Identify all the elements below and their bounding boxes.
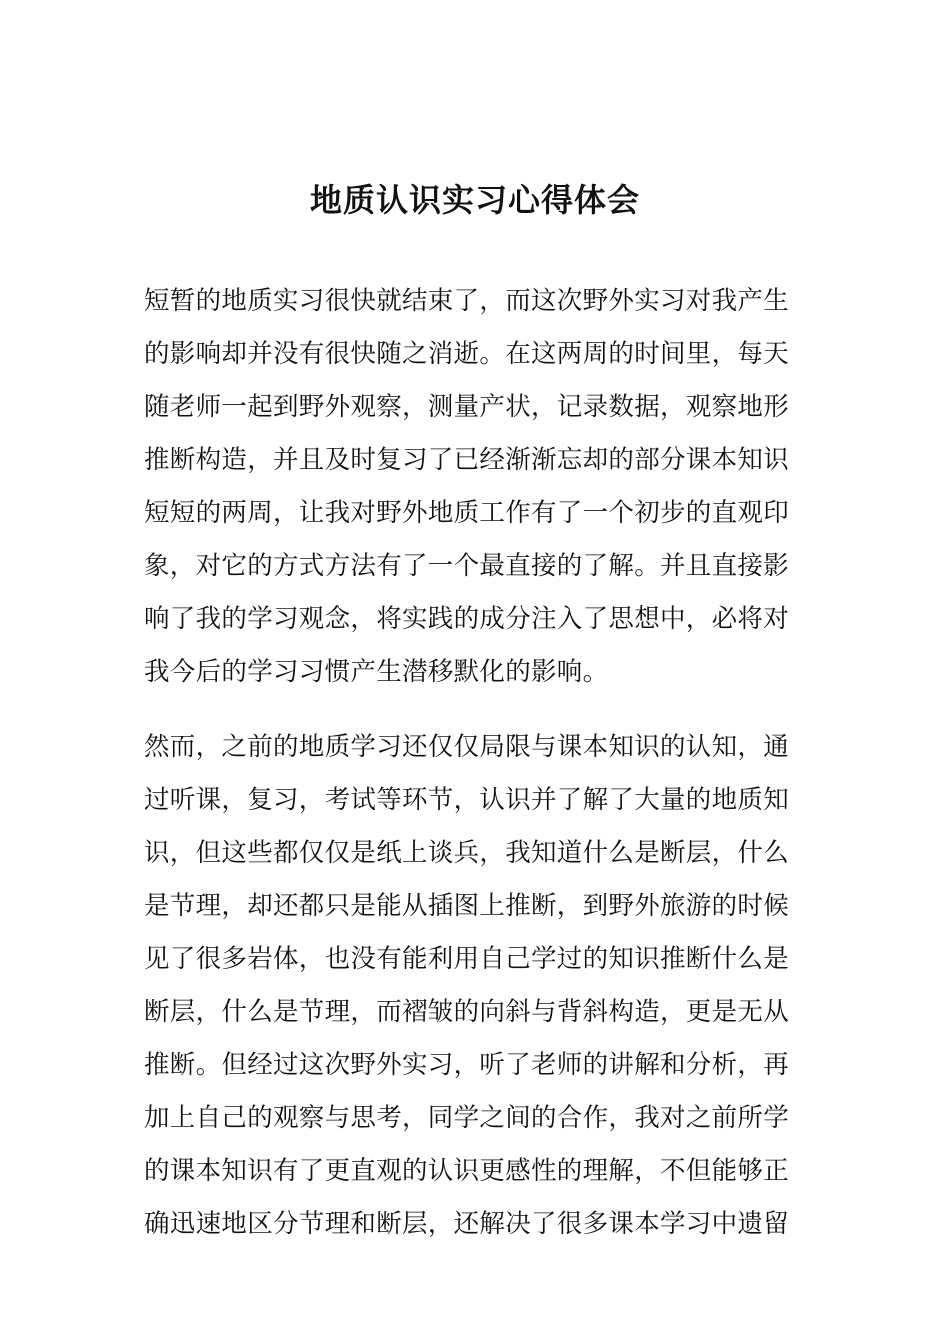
text-line: 见了很多岩体，也没有能利用自己学过的知识推断什么是 — [144, 944, 790, 974]
paragraph-2 — [144, 721, 806, 1251]
text-line: 推断。但经过这次野外实习，听了老师的讲解和分析，再 — [144, 1050, 790, 1080]
text-line: 象，对它的方式方法有了一个最直接的了解。并且直接影 — [144, 551, 790, 581]
text-line: 我今后的学习习惯产生潜移默化的影响。 — [144, 657, 609, 687]
document-title: 地质认识实习心得体会 — [309, 181, 640, 219]
paragraph-1 — [144, 275, 806, 699]
text-line: 的课本知识有了更直观的认识更感性的理解，不但能够正 — [144, 1156, 790, 1186]
text-line: 随老师一起到野外观察，测量产状，记录数据，观察地形 — [144, 392, 790, 422]
text-line: 的影响却并没有很快随之消逝。在这两周的时间里，每天 — [144, 339, 790, 369]
text-line: 识，但这些都仅仅是纸上谈兵，我知道什么是断层，什么 — [144, 838, 790, 868]
text-line: 短暂的地质实习很快就结束了，而这次野外实习对我产生 — [144, 286, 790, 316]
text-line: 短短的两周，让我对野外地质工作有了一个初步的直观印 — [144, 498, 790, 528]
text-line: 断层，什么是节理，而褶皱的向斜与背斜构造，更是无从 — [144, 997, 790, 1027]
text-line: 过听课，复习，考试等环节，认识并了解了大量的地质知 — [144, 785, 790, 815]
text-line: 加上自己的观察与思考，同学之间的合作，我对之前所学 — [144, 1103, 790, 1133]
text-line: 然而，之前的地质学习还仅仅局限与课本知识的认知，通 — [144, 732, 790, 762]
text-line: 响了我的学习观念，将实践的成分注入了思想中，必将对 — [144, 604, 790, 634]
text-line: 确迅速地区分节理和断层，还解决了很多课本学习中遗留 — [144, 1209, 790, 1239]
text-line: 是节理，却还都只是能从插图上推断，到野外旅游的时候 — [144, 891, 790, 921]
text-line: 推断构造，并且及时复习了已经渐渐忘却的部分课本知识 — [144, 445, 790, 475]
